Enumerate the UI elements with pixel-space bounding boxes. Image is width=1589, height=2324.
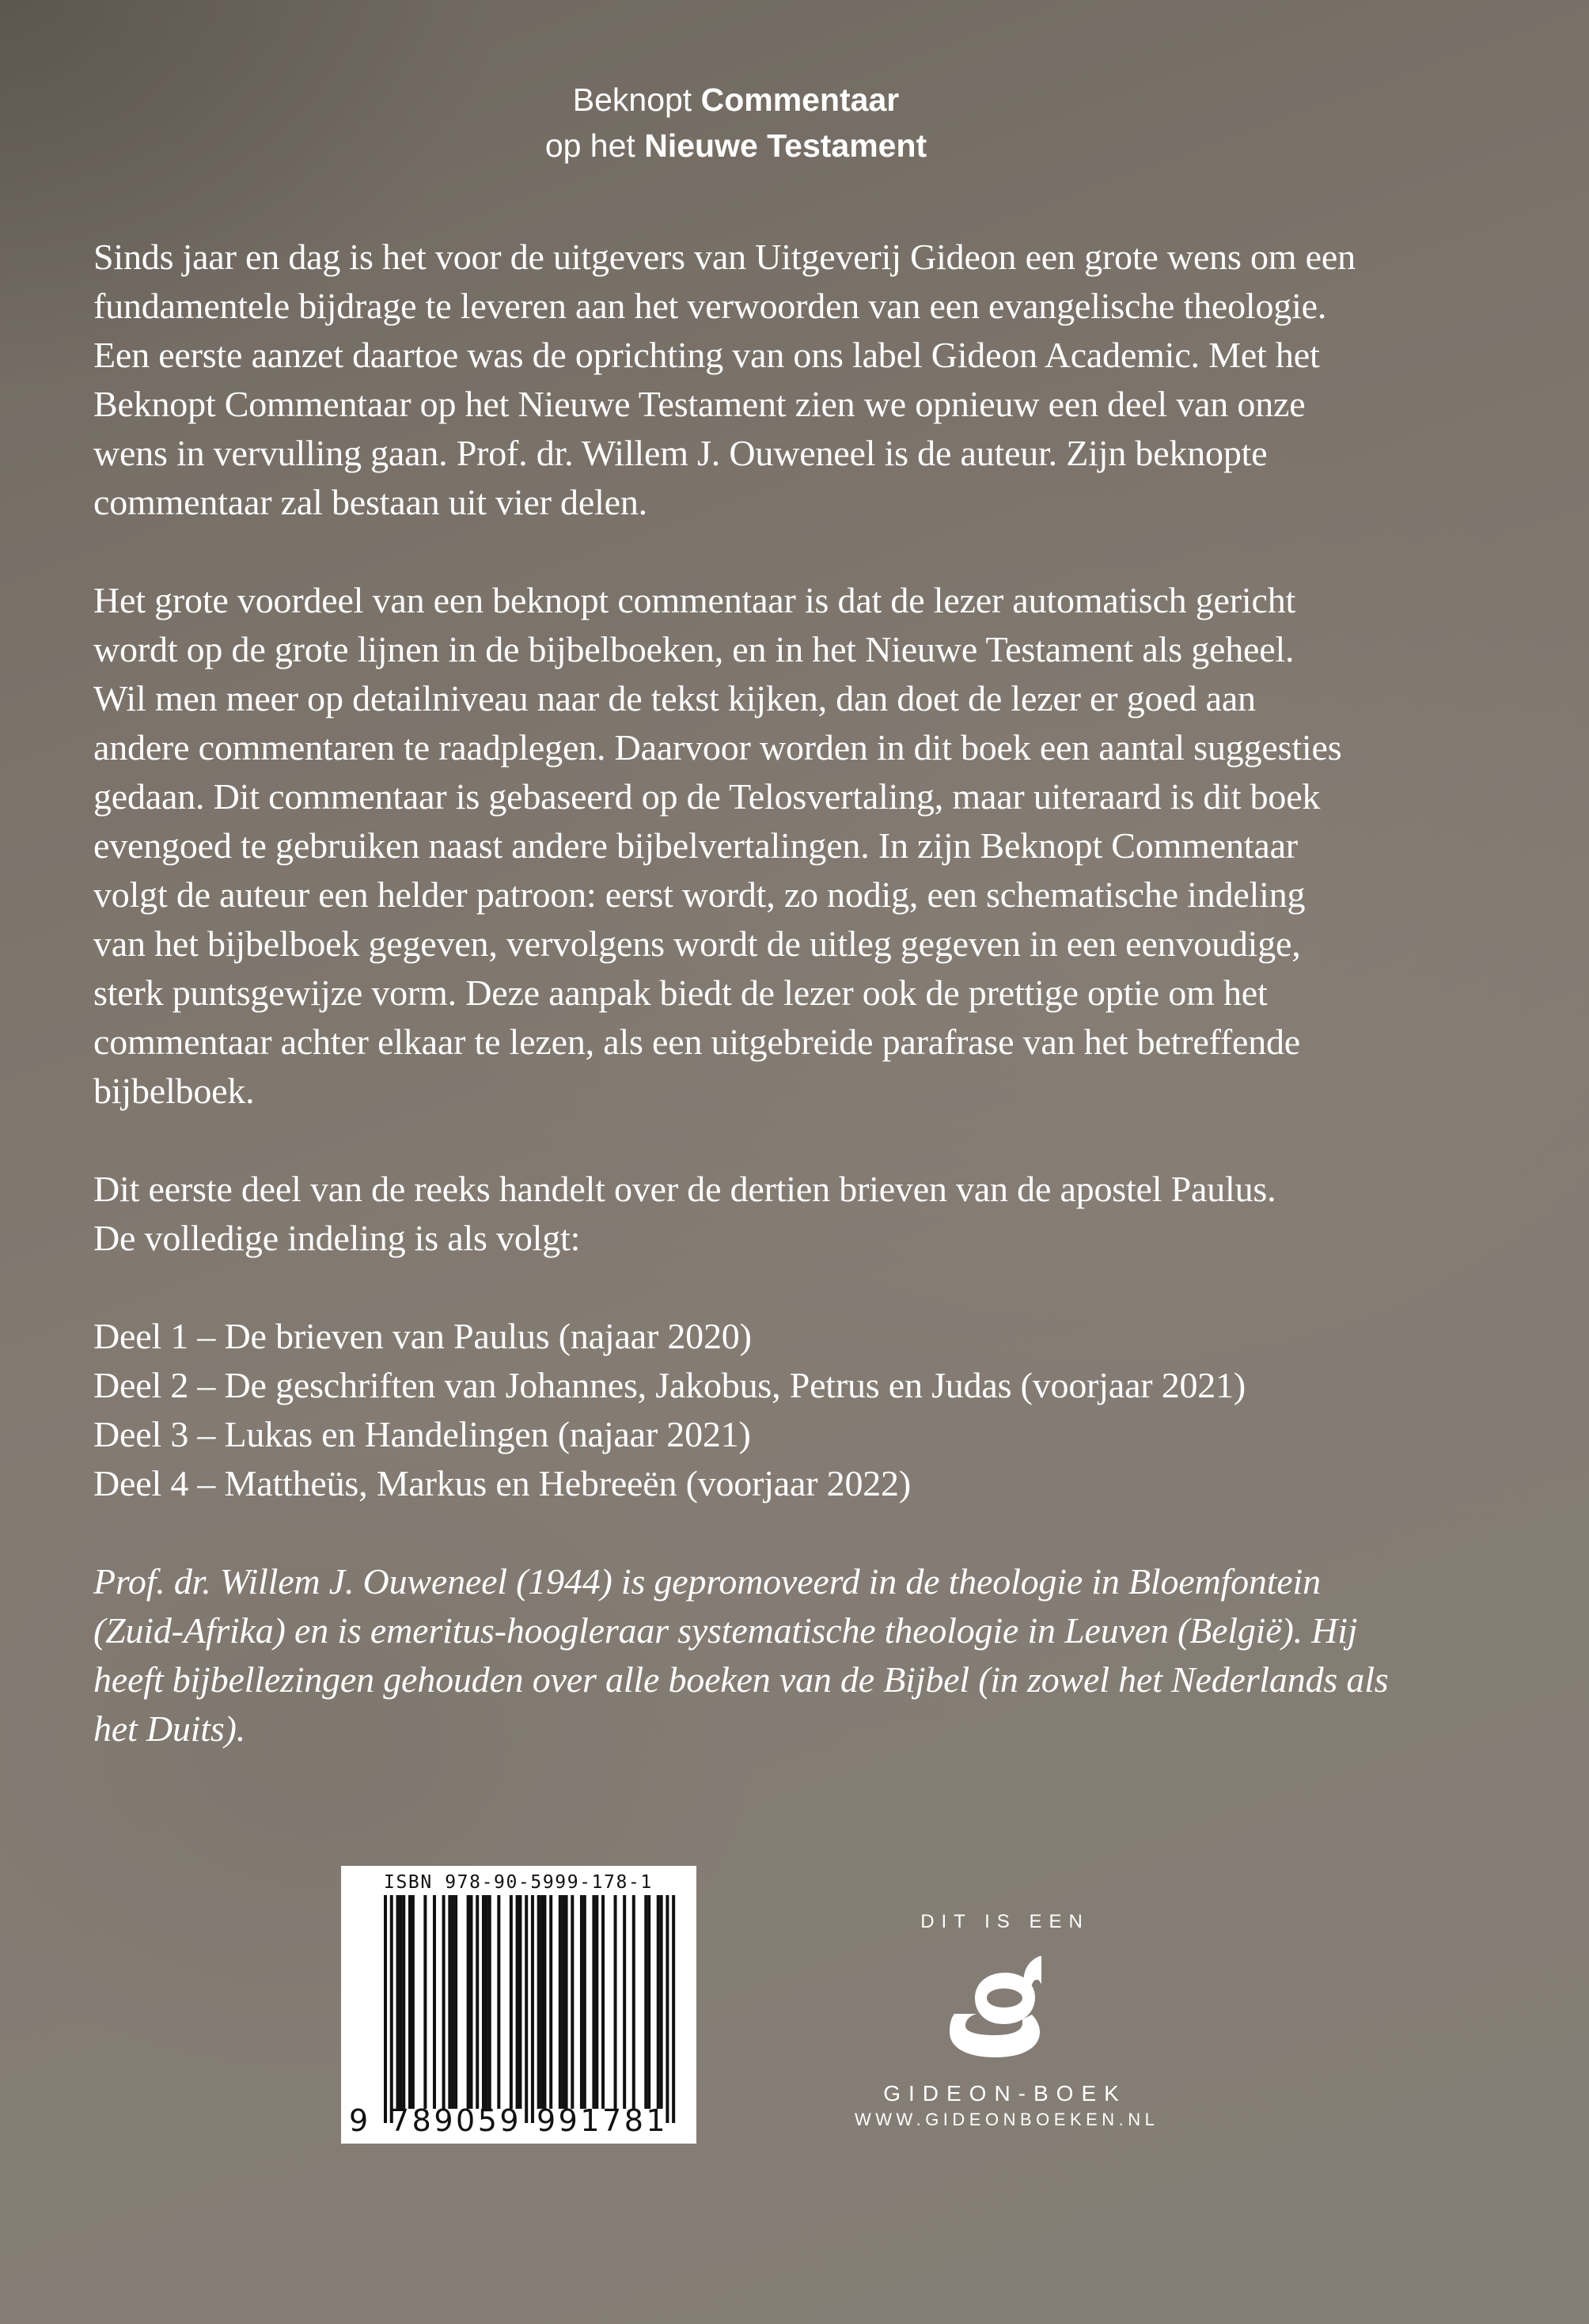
text-line: fundamentele bijdrage te leveren aan het verwoorden van een evangelische theologie. (93, 286, 1327, 326)
ean-left-group: 789059 (390, 2103, 522, 2138)
volume-item: Deel 3 – Lukas en Handelingen (najaar 2021) (93, 1414, 751, 1454)
text-line: wens in vervulling gaan. Prof. dr. Willem J. Ouweneel is de auteur. Zijn beknopte (93, 433, 1268, 473)
author-bio (93, 1557, 1502, 1753)
paragraph-spacer (93, 1116, 1502, 1165)
paragraph-spacer (93, 527, 1502, 576)
text-line: bijbelboek. (93, 1071, 255, 1111)
text-line: Sinds jaar en dag is het voor de uitgevers van Uitgeverij Gideon een grote wens om een (93, 237, 1356, 277)
paragraph-spacer (93, 1508, 1502, 1557)
publisher-name: GIDEON-BOEK (883, 2081, 1127, 2106)
text-line: van het bijbelboek gegeven, vervolgens wordt de uitleg gegeven in een eenvoudige, (93, 923, 1301, 964)
publisher-url: WWW.GIDEONBOEKEN.NL (855, 2110, 1159, 2129)
publisher-tagline: DIT IS EEN (920, 1911, 1090, 1932)
text-line: commentaar achter elkaar te lezen, als een uitgebreide parafrase van het betreffende (93, 1022, 1301, 1062)
text-line: (Zuid-Afrika) en is emeritus-hoogleraar systematische theologie in Leuven (België). Hij (93, 1610, 1358, 1651)
volume-item: Deel 1 – De brieven van Paulus (najaar 2020) (93, 1316, 752, 1356)
text-line: Dit eerste deel van de reeks handelt over de dertien brieven van de apostel Paulus. (93, 1169, 1276, 1209)
text-line: Het grote voordeel van een beknopt commentaar is dat de lezer automatisch gericht (93, 580, 1296, 620)
volume-item: Deel 2 – De geschriften van Johannes, Jakobus, Petrus en Judas (voorjaar 2021) (93, 1365, 1246, 1405)
ean-first-digit: 9 (349, 2103, 369, 2138)
ean-right-group: 991781 (537, 2103, 669, 2138)
volume-item: Deel 4 – Mattheüs, Markus en Hebreeën (voorjaar 2022) (93, 1463, 911, 1503)
text-line: commentaar zal bestaan uit vier delen. (93, 482, 647, 522)
series-title (499, 77, 973, 169)
text-line: De volledige indeling is als volgt: (93, 1218, 581, 1258)
text-line: andere commentaren te raadplegen. Daarvoor worden in dit boek een aantal suggesties (93, 727, 1342, 768)
description-paragraph (93, 576, 1502, 1116)
text-line: volgt de auteur een helder patroon: eerst wordt, zo nodig, een schematische indeling (93, 874, 1306, 915)
text-line: Prof. dr. Willem J. Ouweneel (1944) is gepromoveerd in de theologie in Bloemfontein (93, 1561, 1321, 1602)
series-title-line-1: Beknopt Commentaar (572, 82, 900, 118)
isbn-label: ISBN 978-90-5999-178-1 (384, 1872, 653, 1893)
isbn-barcode (341, 1866, 696, 2144)
text-line: evengoed te gebruiken naast andere bijbelvertalingen. In zijn Beknopt Commentaar (93, 825, 1298, 866)
text-line: heeft bijbellezingen gehouden over alle boeken van de Bijbel (in zowel het Nederlands als (93, 1659, 1389, 1700)
barcode-bars-icon (341, 1866, 696, 2144)
text-line: gedaan. Dit commentaar is gebaseerd op de Telosvertaling, maar uiteraard is dit boek (93, 776, 1321, 817)
series-title-line-2: op het Nieuwe Testament (544, 127, 927, 164)
paragraph-spacer (93, 1263, 1502, 1312)
body-text (93, 233, 1502, 1753)
text-line: Beknopt Commentaar op het Nieuwe Testament zien we opnieuw een deel van onze (93, 384, 1306, 424)
intro-paragraph (93, 233, 1502, 527)
volume-list (93, 1312, 1502, 1508)
text-line: wordt op de grote lijnen in de bijbelboeken, en in het Nieuwe Testament als geheel. (93, 629, 1295, 669)
series-paragraph (93, 1165, 1502, 1263)
text-line: Wil men meer op detailniveau naar de tekst kijken, dan doet de lezer er goed aan (93, 678, 1256, 718)
text-line: sterk puntsgewijze vorm. Deze aanpak biedt de lezer ook de prettige optie om het (93, 972, 1268, 1013)
text-line: Een eerste aanzet daartoe was de oprichting van ons label Gideon Academic. Met het (93, 335, 1320, 375)
text-line: het Duits). (93, 1708, 245, 1749)
gideon-g-logo-icon (950, 1956, 1041, 2057)
